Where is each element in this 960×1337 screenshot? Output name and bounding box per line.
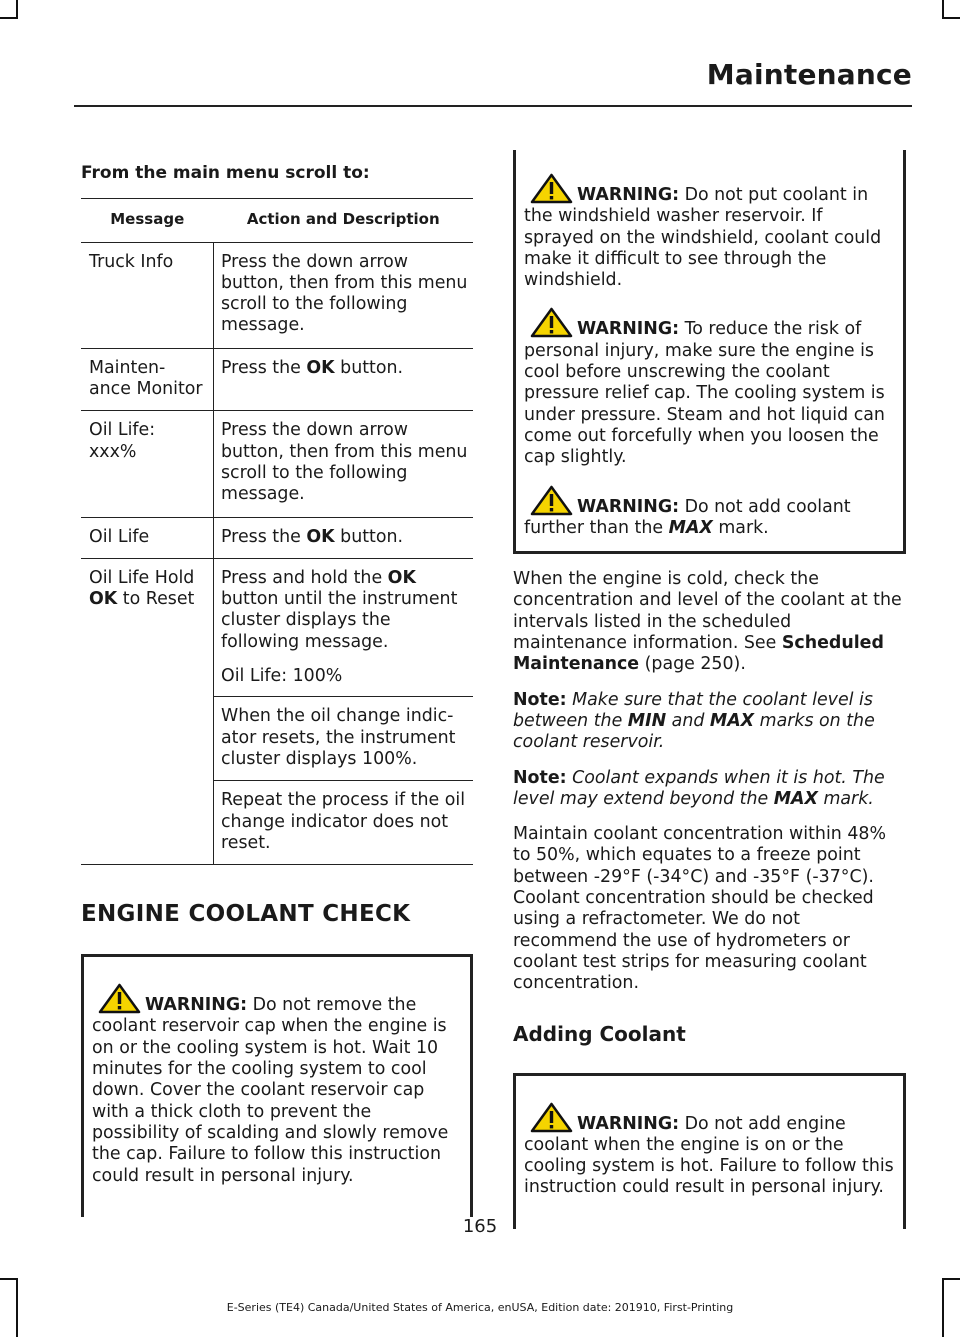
max-mark: MAX [709, 710, 755, 731]
table-cell-action [214, 517, 474, 558]
warning-triangle-icon [530, 485, 573, 516]
table-cell-message: Truck Info [81, 242, 214, 348]
action-text-post: button until the instrument cluster displays the following message. [221, 589, 458, 652]
crop-mark [942, 0, 944, 18]
menu-table [81, 198, 473, 865]
note-text: marks on the coolant reservoir. [513, 710, 875, 753]
crop-mark [0, 1278, 18, 1280]
warning-triangle-icon [98, 983, 141, 1014]
table-row [81, 242, 473, 348]
crop-mark [0, 17, 18, 19]
table-row [81, 348, 473, 411]
max-mark: MAX [668, 517, 713, 538]
table-row [81, 517, 473, 558]
ok-button-ref: OK [387, 567, 416, 588]
warning-body: Do not put coolant in the windshield washer reservoir. If sprayed on the windshield, coolant could make it difficult to see through the windshield. [524, 185, 882, 291]
min-mark: MIN [627, 710, 667, 731]
note-paragraph [513, 768, 906, 811]
table-cell-action [214, 411, 474, 517]
action-subtext: When the oil change indic-ator resets, the instrument cluster displays 100%. [214, 697, 473, 781]
check-text: When the engine is cold, check the concentration and level of the coolant at the intervals listed in the scheduled maintenance information. See [513, 569, 902, 654]
crop-mark [942, 1278, 960, 1280]
ok-button-ref: OK [89, 589, 118, 610]
ok-button-ref: OK [306, 357, 335, 378]
message-pre: Oil Life Hold [89, 567, 195, 588]
warning-label: WARNING: [577, 1113, 680, 1134]
warning-body: Do not remove the coolant reservoir cap when the engine is on or the cooling system is hot. Wait 10 minutes for the cooling system to cool down. Cover the coolant reservoir cap with a thick cloth to prevent the possibility of scalding and slowly remove the cap. Failure to follow this instruction could result in personal injury. [92, 995, 449, 1186]
table-header-row [81, 199, 473, 242]
page-number: 165 [462, 1216, 498, 1237]
note-label: Note: [513, 689, 567, 710]
warning-box [81, 954, 473, 1217]
page-ref: (page 250). [639, 654, 746, 675]
note-text: Coolant expands when it is hot. The level may extend beyond the [513, 767, 885, 809]
warning-text [524, 173, 895, 291]
note-text: and [666, 710, 710, 731]
action-text-post: button. [334, 357, 404, 378]
table-cell-action [214, 348, 474, 411]
crop-mark [16, 0, 18, 18]
crop-mark [942, 17, 960, 19]
right-column [513, 150, 906, 1229]
scheduled-maintenance-link[interactable]: Scheduled Maintenance [513, 633, 884, 675]
table-cell-message: Oil Life [81, 517, 214, 558]
action-text [214, 518, 473, 558]
note-text: mark. [817, 788, 874, 809]
table-cell-message: Oil Life: xxx% [81, 411, 214, 517]
warning-box [513, 150, 906, 554]
action-text-post: button. [334, 526, 404, 547]
warning-text [92, 983, 462, 1187]
warning-triangle-icon [530, 1102, 573, 1133]
warning-body: To reduce the risk of personal injury, make sure the engine is cool before unscrewing the coolant pressure relief cap. The cooling system is under pressure. Steam and hot liquid can come out forcefully when you loosen the cap slightly. [524, 319, 885, 468]
table-header-message: Message [81, 199, 214, 242]
table-row [81, 558, 473, 864]
table-cell-action [214, 242, 474, 348]
concentration-paragraph: Maintain coolant concentration within 48% to 50%, which equates to a freeze point between -29°F (-34°C) and -35°F (-37°C). Coolant concentration should be checked using a refractometer. We do not recommend the use of hydrometers or coolant test strips for measuring coolant concentration. [513, 824, 886, 994]
note-paragraph [513, 690, 906, 754]
action-text [214, 559, 473, 653]
warning-body: Do not add engine coolant when the engine is on or the cooling system is hot. Failure to follow this instruction could result in personal injury. [524, 1113, 894, 1198]
left-column [81, 163, 473, 1217]
warning-label: WARNING: [577, 185, 680, 205]
warning-triangle-icon [530, 307, 573, 338]
message-post: to Reset [117, 589, 195, 610]
action-text-pre: Press the [221, 357, 307, 378]
page-title: Maintenance [706, 58, 912, 91]
check-paragraph [513, 569, 906, 675]
action-text-pre: Press and hold the [221, 567, 388, 588]
warning-triangle-icon [530, 173, 573, 204]
warning-body: Do not add coolant further than the [524, 496, 851, 538]
warning-label: WARNING: [577, 496, 680, 517]
max-mark: MAX [773, 788, 818, 809]
warning-text [524, 1102, 895, 1199]
warning-body: mark. [712, 517, 769, 538]
action-text-pre: Press the [221, 526, 307, 547]
warning-box [513, 1073, 906, 1229]
warning-text [524, 485, 895, 540]
warning-label: WARNING: [145, 995, 248, 1016]
warning-text [524, 307, 895, 468]
subsection-heading: Adding Coolant [513, 1021, 686, 1046]
table-cell-action [214, 558, 474, 864]
table-cell-message: Mainten-ance Monitor [81, 348, 214, 411]
action-text: Press the down arrow button, then from this menu scroll to the following message. [221, 420, 468, 505]
section-heading: ENGINE COOLANT CHECK [81, 901, 411, 928]
action-text: Press the down arrow button, then from this menu scroll to the following message. [221, 251, 468, 336]
ok-button-ref: OK [306, 526, 335, 547]
intro-text: From the main menu scroll to: [81, 163, 370, 183]
note-text: Make sure that the coolant level is between the [513, 689, 873, 731]
note-label: Note: [513, 767, 567, 788]
table-row [81, 411, 473, 517]
table-cell-message [81, 558, 214, 864]
action-subtext: Oil Life: 100% [214, 653, 473, 697]
action-subtext: Repeat the process if the oil change indicator does not reset. [221, 790, 466, 853]
warning-label: WARNING: [577, 319, 680, 340]
footer-text: E-Series (TE4) Canada/United States of America, enUSA, Edition date: 201910, First-Printing [226, 1301, 734, 1314]
header-rule [74, 105, 912, 107]
table-header-action: Action and Description [214, 199, 474, 242]
action-text [214, 349, 473, 389]
